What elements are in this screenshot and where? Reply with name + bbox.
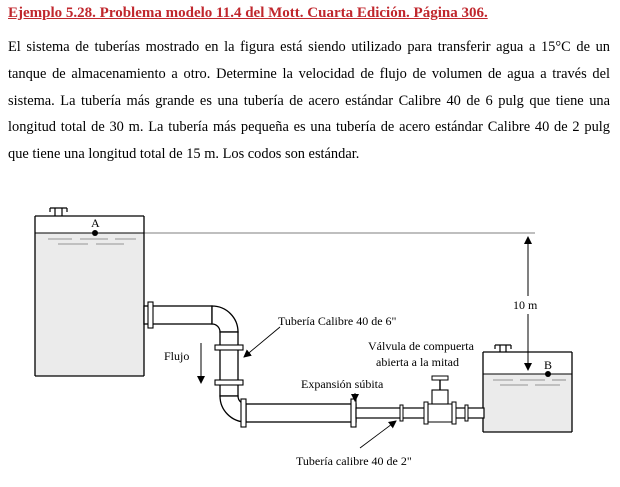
pipe2-leader <box>360 421 396 448</box>
point-b-label: B <box>544 358 553 372</box>
flow-label: Flujo <box>164 349 190 363</box>
valve-label-line1: Válvula de compuerta <box>368 339 474 353</box>
tank-a <box>35 216 144 376</box>
vent-a-icon <box>50 208 67 216</box>
gate-valve-icon <box>424 376 456 424</box>
vent-b-icon <box>495 345 511 352</box>
height-label: 10 m <box>513 298 538 312</box>
valve-label-line2: abierta a la mitad <box>376 355 459 369</box>
point-a-marker <box>92 230 98 236</box>
pipe-2in <box>356 405 484 421</box>
pipe2-label: Tubería calibre 40 de 2" <box>296 454 412 468</box>
problem-statement: El sistema de tuberías mostrado en la figura está siendo utilizado para transferir agua a 15°C de un tanque de almacenamiento a otro. Determine la velocidad de flujo de volumen de agua a través del sistema. La tubería más grande es una tubería de acero estándar Calibre 40 de 6 pulg que tiene una longitud total de 30 m. La tubería más pequeña es una tubería de acero estándar Calibre 40 de 2 pulg que tiene una longitud total de 15 m. Los codos son estándar. <box>8 39 610 163</box>
example-heading: Ejemplo 5.28. Problema modelo 11.4 del Mott. Cuarta Edición. Página 306. <box>8 5 488 21</box>
expansion-label: Expansión súbita <box>301 377 384 391</box>
point-a-label: A <box>91 216 100 230</box>
pipe6-leader <box>244 327 280 357</box>
pipe6-label: Tubería Calibre 40 de 6" <box>278 314 397 328</box>
